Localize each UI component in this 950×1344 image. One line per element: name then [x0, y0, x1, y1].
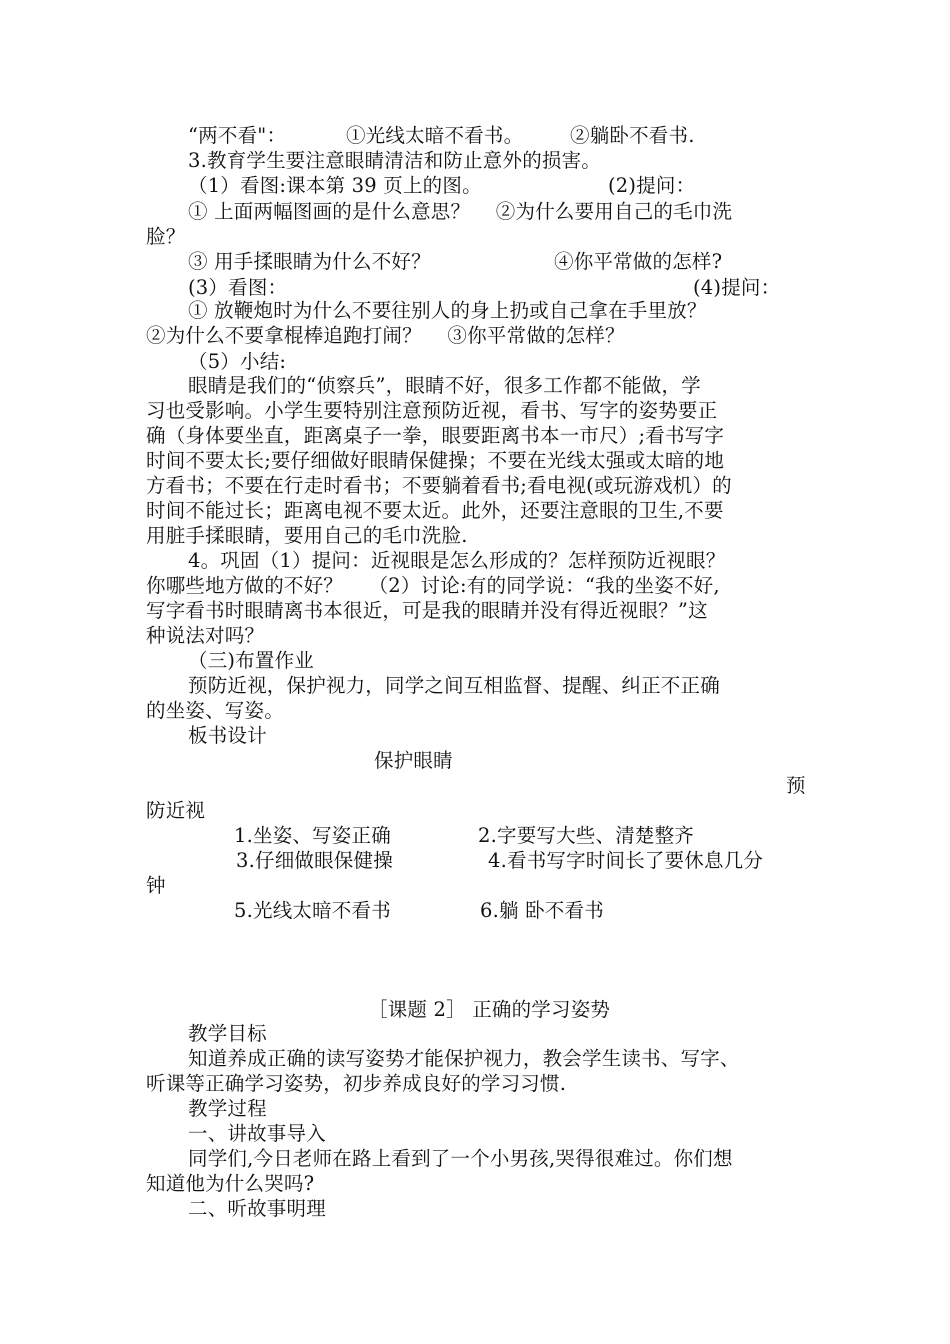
text-line: ②为什么不要拿棍棒追跑打闹？ ③你平常做的怎样？ — [146, 324, 625, 347]
text-line: 预防近视，保护视力，同学之间互相监督、提醒、纠正不正确 — [188, 674, 720, 697]
board-item: 3.仔细做眼保健操 — [236, 849, 393, 872]
text-line: (4)提问： — [693, 276, 781, 299]
text-line: （5）小结: — [188, 350, 287, 373]
text-line: 知道养成正确的读写姿势才能保护视力，教会学生读书、写字、 — [188, 1047, 740, 1070]
text-line: 写字看书时眼睛离书本很近，可是我的眼睛并没有得近视眼？”这 — [146, 599, 708, 622]
text-line: 时间不能过长；距离电视不要太近。此外，还要注意眼的卫生,不要 — [146, 499, 724, 522]
text-line: ④你平常做的怎样? — [554, 250, 723, 273]
board-item: 2.字要写大些、清楚整齐 — [478, 824, 695, 847]
text-line: 脸？ — [146, 225, 186, 248]
text-line: 习也受影响。小学生要特别注意预防近视，看书、写字的姿势要正 — [146, 399, 718, 422]
text-line: (3）看图： — [188, 276, 288, 299]
text-line: 知道他为什么哭吗? — [146, 1172, 315, 1195]
text-line: ① 放鞭炮时为什么不要往别人的身上扔或自己拿在手里放？ — [188, 299, 707, 322]
text-line: ③ 用手揉眼睛为什么不好？ — [188, 250, 431, 273]
text-line: ① 上面两幅图画的是什么意思？ ②为什么要用自己的毛巾洗 — [188, 200, 733, 223]
section-heading: 一、讲故事导入 — [188, 1122, 326, 1145]
text-line: 确（身体要坐直，距离桌子一拳，眼要距离书本一市尺）;看书写字 — [146, 424, 725, 447]
lesson-title: ［课题 2］ 正确的学习姿势 — [368, 998, 611, 1021]
text-line: “两不看"： — [188, 124, 287, 147]
section-heading: 二、听故事明理 — [188, 1197, 326, 1220]
text-line: 钟 — [146, 874, 166, 897]
text-line: 的坐姿、写姿。 — [146, 699, 284, 722]
section-heading: （三)布置作业 — [188, 649, 315, 672]
board-title: 保护眼睛 — [374, 749, 453, 772]
text-line: 你哪些地方做的不好？ （2）讨论:有的同学说：“我的坐姿不好, — [146, 574, 720, 597]
section-heading: 教学过程 — [188, 1097, 267, 1120]
text-line: 时间不要太长;要仔细做好眼睛保健操；不要在光线太强或太暗的地 — [146, 449, 725, 472]
board-item: 1.坐姿、写姿正确 — [234, 824, 391, 847]
text-line: (2)提问： — [608, 174, 696, 197]
board-item: 4.看书写字时间长了要休息几分 — [488, 849, 764, 872]
board-item: 5.光线太暗不看书 — [234, 899, 391, 922]
text-line: 4。巩固（1）提问：近视眼是怎么形成的？怎样预防近视眼？ — [188, 549, 726, 572]
text-line: 预 — [786, 774, 806, 797]
text-line: 眼睛是我们的“侦察兵”，眼睛不好，很多工作都不能做，学 — [188, 374, 701, 397]
section-heading: 教学目标 — [188, 1022, 267, 1045]
text-line: 种说法对吗？ — [146, 624, 265, 647]
text-line: 听课等正确学习姿势，初步养成良好的学习习惯. — [146, 1072, 567, 1095]
section-heading: 板书设计 — [188, 724, 267, 747]
text-line: ①光线太暗不看书。 — [346, 124, 524, 147]
text-line: ②躺卧不看书. — [570, 124, 695, 147]
text-line: 防近视 — [146, 799, 206, 822]
text-line: 方看书；不要在行走时看书；不要躺着看书;看电视(或玩游戏机）的 — [146, 474, 732, 497]
text-line: 用脏手揉眼睛，要用自己的毛巾洗脸. — [146, 524, 468, 547]
text-line: 3.教育学生要注意眼睛清洁和防止意外的损害。 — [188, 149, 602, 172]
board-item: 6.躺 卧不看书 — [480, 899, 604, 922]
text-line: （1）看图:课本第 39 页上的图。 — [188, 174, 482, 197]
text-line: 同学们,今日老师在路上看到了一个小男孩,哭得很难过。你们想 — [188, 1147, 733, 1170]
